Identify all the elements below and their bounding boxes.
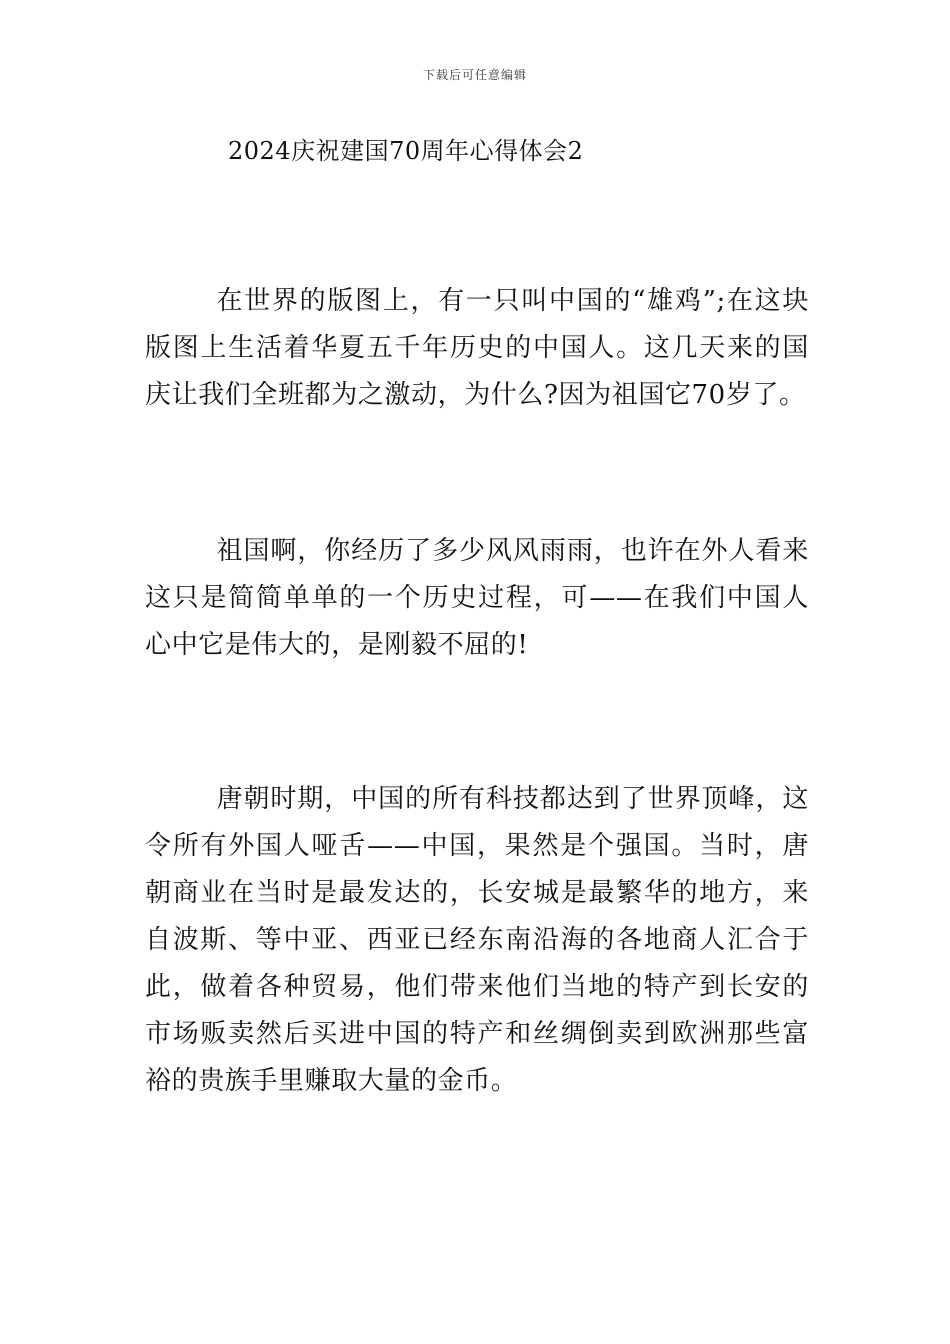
document-title: 2024庆祝建国70周年心得体会2: [228, 137, 584, 165]
paragraph-3: 唐朝时期，中国的所有科技都达到了世界顶峰，这令所有外国人哑舌——中国，果然是个强国。当时，唐朝商业在当时是最发达的，长安城是最繁华的地方，来自波斯、等中亚、西亚已经东南沿海的各地商人汇合于此，做着各种贸易，他们带来他们当地的特产到长安的市场贩卖然后买进中国的特产和丝绸倒卖到欧洲那些富裕的贵族手里赚取大量的金币。: [145, 784, 809, 1096]
header-note: 下载后可任意编辑: [422, 68, 527, 82]
paragraph-1: 在世界的版图上，有一只叫中国的“雄鸡”;在这块版图上生活着华夏五千年历史的中国人。这几天来的国庆让我们全班都为之激动，为什么?因为祖国它70岁了。: [145, 286, 809, 410]
paragraph-2: 祖国啊，你经历了多少风风雨雨，也许在外人看来这只是简简单单的一个历史过程，可——在我们中国人心中它是伟大的，是刚毅不屈的!: [145, 536, 809, 660]
